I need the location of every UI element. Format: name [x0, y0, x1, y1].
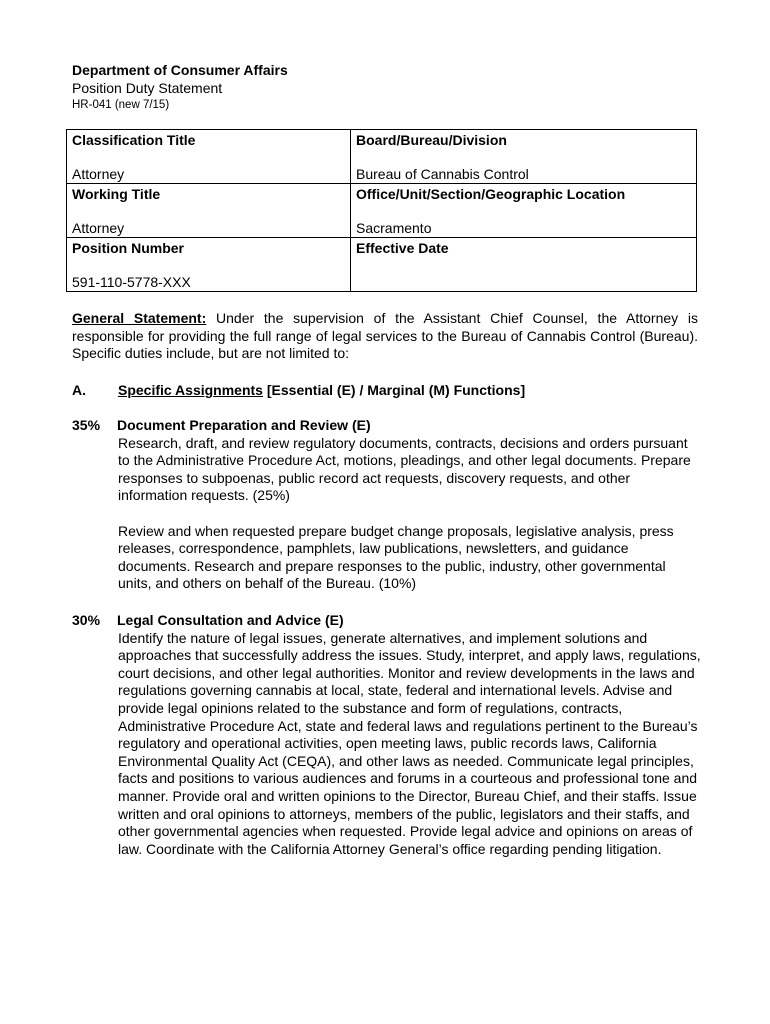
office-location-cell — [351, 184, 697, 238]
effective-date-cell — [351, 238, 697, 292]
effective-date-label: Effective Date — [356, 240, 449, 256]
duty-paragraph: Identify the nature of legal issues, generate alternatives, and implement solutions and approaches that successfully address the issues. Study, interpret, and apply laws, regulations, court decisions, and other legal authorities. Monitor and review developments in the laws and regulations governing cannabis at local, state, federal and international levels. Advise and provide legal opinions related to the substance and form of regulations, contracts, Administrative Procedure Act, state and federal laws and regulations pertinent to the Bureau’s regulatory and operational activities, open meeting laws, public records laws, California Environmental Quality Act (CEQA), and other laws as needed. Communicate legal principles, facts and positions to various audiences and forums in a courteous and professional tone and manner. Provide oral and written opinions to the Director, Bureau Chief, and their staffs. Issue written and oral opinions to attorneys, members of the public, legislators and their staffs, and other governmental agencies when requested. Provide legal advice and opinions on areas of law. Coordinate with the California Attorney General’s office regarding pending litigation. — [118, 629, 701, 857]
board-bureau-division-cell — [351, 130, 697, 184]
document-title: Position Duty Statement — [72, 80, 223, 96]
section-subtitle: [Essential (E) / Marginal (M) Functions] — [262, 382, 526, 398]
form-number: HR-041 (new 7/15) — [72, 99, 170, 111]
office-location-value: Sacramento — [356, 220, 432, 236]
duty-heading — [72, 417, 702, 435]
classification-title-value: Attorney — [72, 166, 125, 182]
office-location-label: Office/Unit/Section/Geographic Location — [356, 186, 626, 202]
duty-paragraph: Review and when requested prepare budget change proposals, legislative analysis, press releases, correspondence, pamphlets, law publications, newsletters, and guidance documents. Research and prepare responses to the public, industry, other governmental units, and others on behalf of the Bureau. (10%) — [118, 522, 674, 592]
position-info-table — [66, 129, 697, 292]
classification-title-label: Classification Title — [72, 132, 196, 148]
position-number-label: Position Number — [72, 240, 185, 256]
working-title-label: Working Title — [72, 186, 161, 202]
duty-percent: 35% — [72, 417, 101, 433]
general-statement-label: General Statement: — [72, 310, 207, 326]
organization-name: Department of Consumer Affairs — [72, 62, 288, 78]
board-bureau-division-label: Board/Bureau/Division — [356, 132, 507, 148]
section-title: Specific Assignments — [118, 382, 263, 398]
general-statement-text: Under the supervision of the Assistant Chief Counsel, the Attorney is responsible for providing the full range of legal services to the Bureau of Cannabis Control (Bureau). Specific duties include, but are not limited to: — [72, 310, 699, 362]
position-number-cell — [67, 238, 351, 292]
general-statement — [72, 310, 698, 363]
duty-title: Legal Consultation and Advice (E) — [117, 612, 344, 628]
table-row — [67, 184, 697, 238]
board-bureau-division-value: Bureau of Cannabis Control — [356, 166, 529, 182]
section-letter: A. — [72, 382, 86, 398]
duty-title: Document Preparation and Review (E) — [117, 417, 371, 433]
duty-document-preparation — [72, 417, 702, 593]
duty-percent: 30% — [72, 612, 101, 628]
duty-heading — [72, 612, 702, 630]
section-a-heading — [72, 381, 698, 399]
classification-title-cell — [67, 130, 351, 184]
document-header — [72, 62, 288, 113]
table-row — [67, 130, 697, 184]
working-title-value: Attorney — [72, 220, 125, 236]
duty-body — [118, 435, 702, 593]
position-number-value: 591-110-5778-XXX — [72, 274, 191, 290]
table-row — [67, 238, 697, 292]
duty-legal-consultation — [72, 612, 702, 858]
duty-body — [118, 630, 702, 859]
working-title-cell — [67, 184, 351, 238]
duty-paragraph: Research, draft, and review regulatory documents, contracts, decisions and orders pursuant to the Administrative Procedure Act, motions, pleadings, and other legal documents. Prepare responses to subpoenas, public record act requests, discovery requests, and other information requests. (25%) — [118, 434, 691, 504]
